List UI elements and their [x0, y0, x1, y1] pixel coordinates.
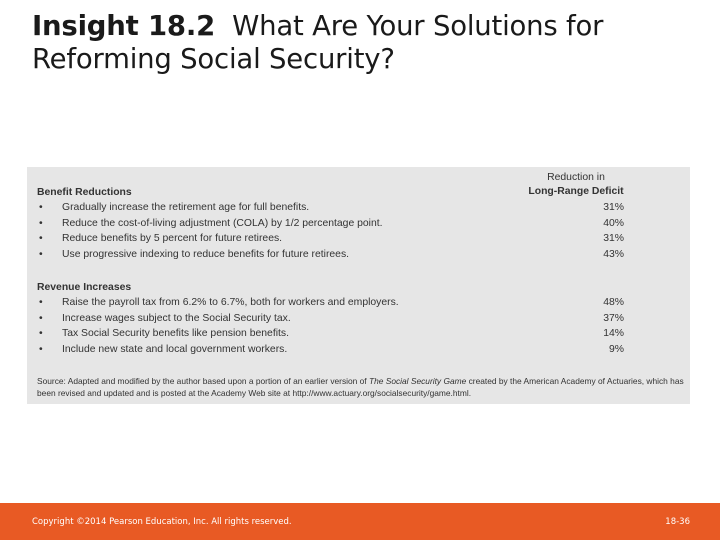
- bullet-icon: •: [39, 297, 43, 308]
- column-header-line1: Reduction in: [547, 172, 605, 183]
- row-text: Use progressive indexing to reduce benefits for future retirees.: [62, 248, 350, 260]
- column-header: [506, 171, 646, 198]
- row-text: Reduce the cost-of-living adjustment (COLA) by 1/2 percentage point.: [62, 217, 383, 229]
- table-row: [37, 231, 646, 247]
- bullet-icon: •: [39, 328, 43, 339]
- row-text: Tax Social Security benefits like pension benefits.: [62, 328, 289, 339]
- row-value: 43%: [603, 248, 624, 260]
- solutions-table: [27, 167, 690, 404]
- row-value: 40%: [603, 217, 624, 229]
- table-row: [37, 295, 646, 311]
- benefit-reductions-heading: Benefit Reductions: [37, 187, 132, 198]
- row-value: 31%: [603, 202, 624, 213]
- bullet-icon: •: [39, 233, 43, 244]
- bullet-icon: •: [39, 202, 43, 213]
- row-text: Include new state and local government workers.: [62, 343, 288, 355]
- row-value: 37%: [603, 312, 624, 324]
- column-header-line2: Long-Range Deficit: [528, 185, 624, 197]
- source-prefix: Source: Adapted and modified by the author based upon a portion of an earlier version of: [37, 376, 369, 386]
- source-suffix: created by the American Academy of Actuaries, which has been revised and updated and is posted at the Academy Web site at http://www.actuary.org/socialsecurity/game.html.: [37, 376, 684, 398]
- table-row: [37, 200, 646, 216]
- row-text: Increase wages subject to the Social Security tax.: [62, 312, 291, 324]
- copyright-text: Copyright ©2014 Pearson Education, Inc. All rights reserved.: [32, 517, 292, 527]
- row-text: Reduce benefits by 5 percent for future retirees.: [62, 233, 283, 244]
- table-row: [37, 326, 646, 342]
- row-value: 9%: [608, 343, 624, 355]
- row-value: 31%: [603, 233, 624, 244]
- title-text: What Are Your Solutions for Reforming Social Security?: [32, 10, 604, 75]
- table-row: [37, 342, 646, 358]
- page-number: 18-36: [665, 517, 690, 527]
- table-row: [37, 311, 646, 327]
- title-number: Insight 18.2: [32, 10, 216, 42]
- bullet-icon: •: [39, 312, 43, 324]
- row-text: Raise the payroll tax from 6.2% to 6.7%, both for workers and employers.: [62, 297, 399, 308]
- row-value: 14%: [603, 328, 624, 339]
- table-row: [37, 216, 646, 232]
- bullet-icon: •: [39, 217, 43, 229]
- row-value: 48%: [603, 297, 624, 308]
- row-text: Gradually increase the retirement age for full benefits.: [62, 202, 310, 213]
- footer-bar: [0, 503, 720, 540]
- source-note: [37, 376, 687, 399]
- revenue-increases-heading: Revenue Increases: [37, 282, 132, 293]
- slide-title: [32, 10, 702, 76]
- source-game-title: The Social Security Game: [368, 376, 467, 386]
- table-row: [37, 247, 646, 263]
- bullet-icon: •: [39, 248, 43, 260]
- bullet-icon: •: [39, 343, 43, 355]
